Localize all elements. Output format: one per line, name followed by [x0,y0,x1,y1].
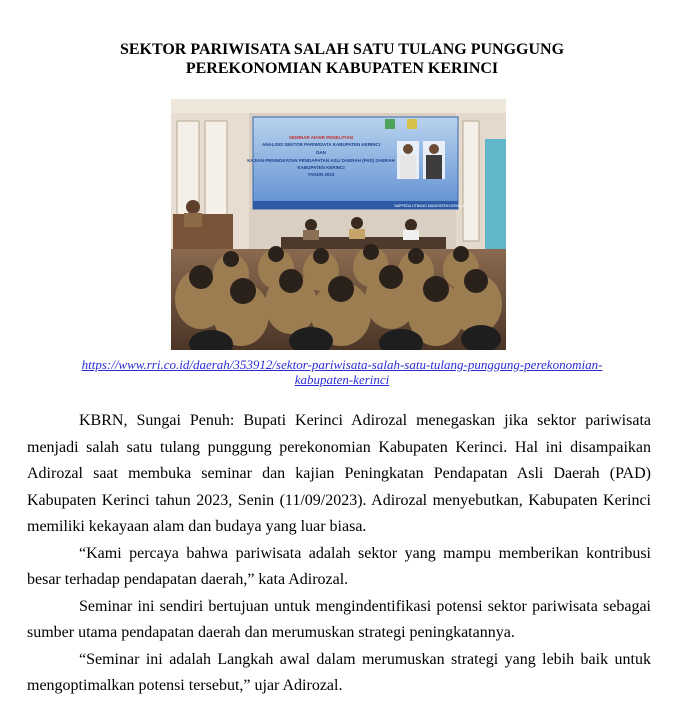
paragraph-2: “Kami percaya bahwa pariwisata adalah sektor yang mampu memberikan kontribusi besar terhadap pendapatan daerah,” kata Adirozal. [27,544,651,588]
banner-footer: BAPPEDA LITBANG KABUPATEN KERINCI [394,204,464,208]
paragraph-1: KBRN, Sungai Penuh: Bupati Kerinci Adirozal menegaskan jika sektor pariwisata menjadi salah satu tulang punggung perekonomian Kabupaten Kerinci. Hal ini disampaikan Adirozal saat membuka seminar dan kajian Peningkatan Pendapatan Asli Daerah (PAD) Kabupaten Kerinci tahun 2023, Senin (11/09/2023). Adirozal menyebutkan, Kabupaten Kerinci memiliki kekayaan alam dan budaya yang luar biasa. [27,412,651,535]
title-line-2: PEREKONOMIAN KABUPATEN KERINCI [185,60,499,77]
banner-line-6: TAHUN 2023 [307,172,335,177]
source-link-line-1[interactable]: https://www.rri.co.id/daerah/353912/sektor-pariwisata-salah-satu-tulang-punggung-perekonomian- [81,357,603,372]
paragraph-3: Seminar ini sendiri bertujuan untuk mengindentifikasi potensi sektor pariwisata sebagai sumber utama pendapatan daerah dan merumuskan strategi peningkatannya. [27,597,651,641]
seminar-banner [247,117,463,209]
banner-line-3: DAN [316,150,326,155]
banner-line-4: KAJIAN PENINGKATAN PENDAPATAN ASLI DAERAH (PAD) DAERAH [247,158,395,163]
banner-line-2: ANALISIS SEKTOR PARIWISATA KABUPATEN KERINCI [261,142,381,147]
banner-line-5: KABUPATEN KERINCI [297,165,345,170]
seminar-photo [171,99,506,350]
article-body [27,408,651,700]
source-link-line-2[interactable]: kabupaten-kerinci [294,372,390,387]
source-link[interactable] [0,357,684,387]
title-line-1: SEKTOR PARIWISATA SALAH SATU TULANG PUNGGUNG [119,41,565,58]
banner-line-1: SEMINAR AKHIR PENELITIAN [288,135,354,140]
article-title [0,40,684,78]
paragraph-4: “Seminar ini adalah Langkah awal dalam merumuskan strategi yang lebih baik untuk mengoptimalkan potensi tersebut,” ujar Adirozal. [27,650,651,694]
